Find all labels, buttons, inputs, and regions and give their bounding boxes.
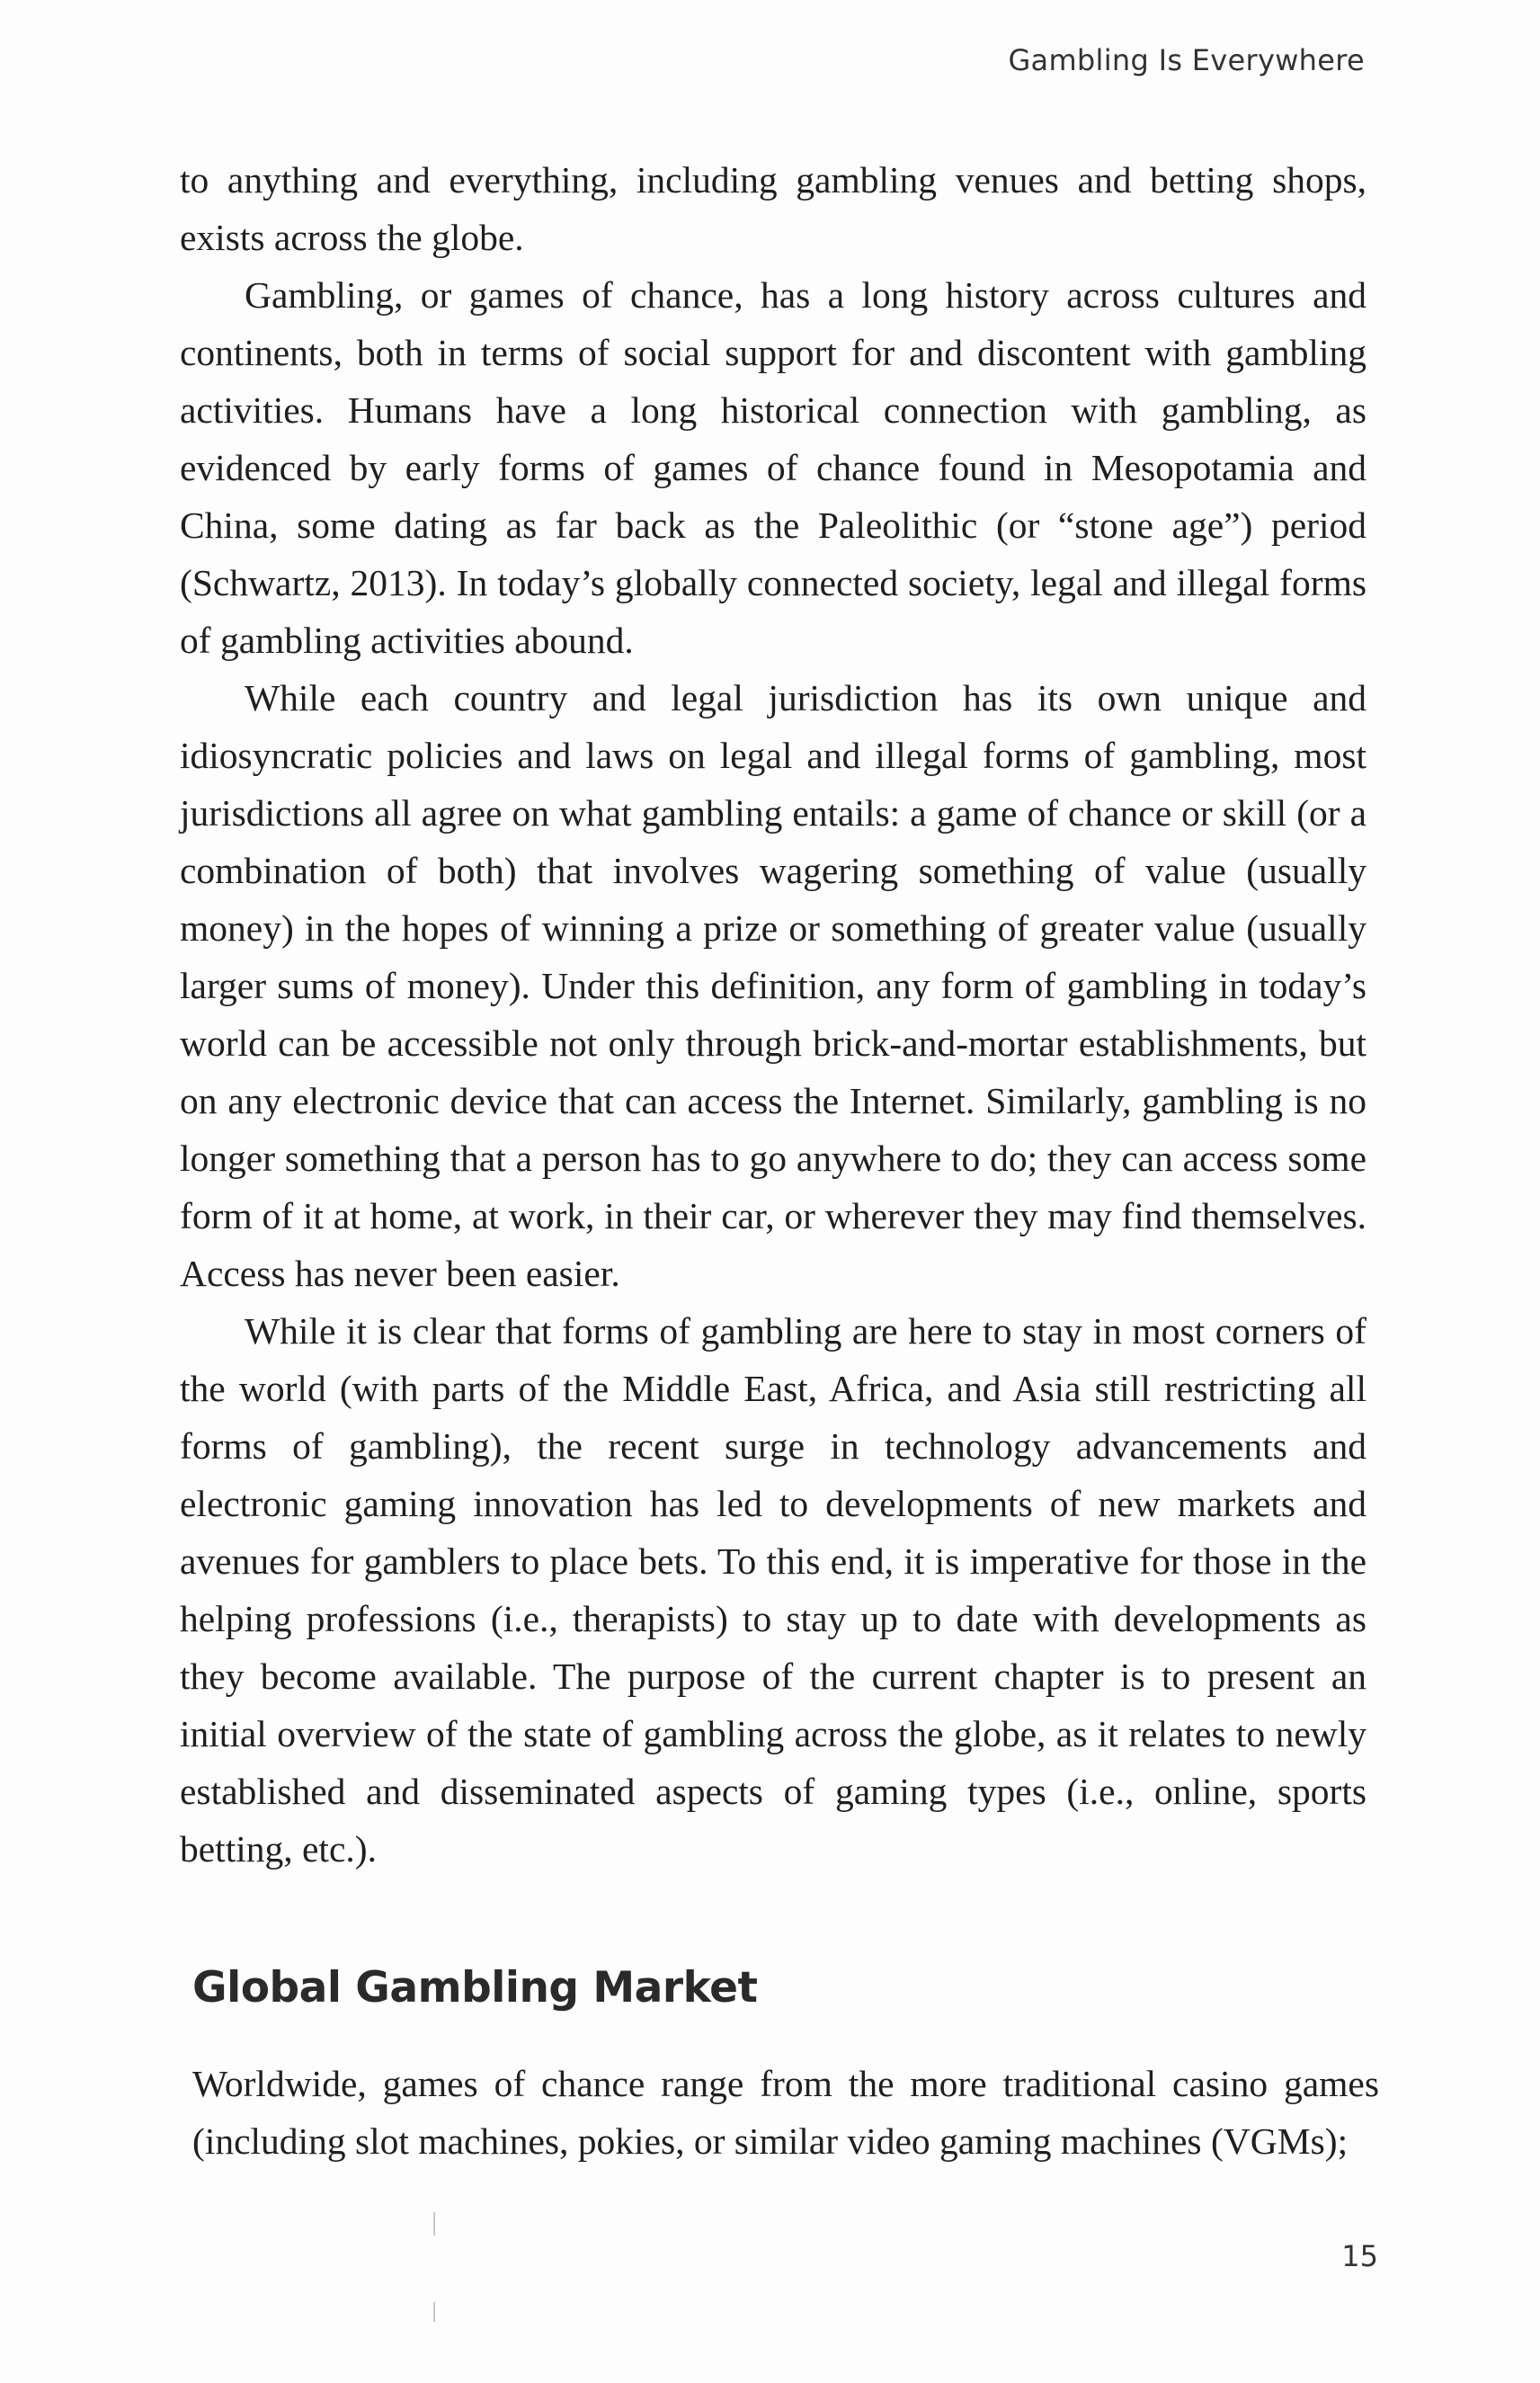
body-text: [180, 151, 1366, 1878]
page-number: 15: [1341, 2239, 1378, 2273]
paragraph: While it is clear that forms of gambling are here to stay in most corners of the world (with parts of the Middle East, Africa, and Asia still restricting all forms of gambling), the recent surge in technology advancements and electronic gaming innovation has led to developments of new markets and avenues for gamblers to place bets. To this end, it is imperative for those in the helping professions (i.e., therapists) to stay up to date with developments as they become available. The purpose of the current chapter is to present an initial overview of the state of gambling across the globe, as it relates to newly established and disseminated aspects of gaming types (i.e., online, sports betting, etc.).: [180, 1310, 1366, 1870]
running-head: Gambling Is Everywhere: [1008, 43, 1365, 77]
paragraph-continued: to anything and everything, including gambling venues and betting shops, exists across the globe.: [180, 159, 1366, 258]
paragraph: While each country and legal jurisdiction has its own unique and idiosyncratic policies and laws on legal and illegal forms of gambling, most jurisdictions all agree on what gambling entails: a game of chance or skill (or a combination of both) that involves wagering something of value (usually money) in the hopes of winning a prize or something of greater value (usually larger sums of money). Under this definition, any form of gambling in today’s world can be accessible not only through brick-and-mortar establishments, but on any electronic device that can access the Internet. Similarly, gambling is no longer something that a person has to go anywhere to do; they can access some form of it at home, at work, in their car, or wherever they may find themselves. Access has never been easier.: [180, 677, 1366, 1294]
section-body-text: [192, 2055, 1379, 2170]
scan-mark: [433, 2302, 435, 2322]
scan-mark: [433, 2212, 435, 2236]
paragraph: Gambling, or games of chance, has a long history across cultures and continents, both in terms of social support for and discontent with gambling activities. Humans have a long historical connection with gambling, as evidenced by early forms of games of chance found in Mesopotamia and China, some dating as far back as the Paleolithic (or “stone age”) period (Schwartz, 2013). In today’s globally connected society, legal and illegal forms of gambling activities abound.: [180, 274, 1366, 661]
section-heading: Global Gambling Market: [192, 1963, 758, 2013]
paragraph: Worldwide, games of chance range from the more traditional casino games (including slot machines, pokies, or similar video gaming machines (VGMs);: [192, 2063, 1379, 2162]
